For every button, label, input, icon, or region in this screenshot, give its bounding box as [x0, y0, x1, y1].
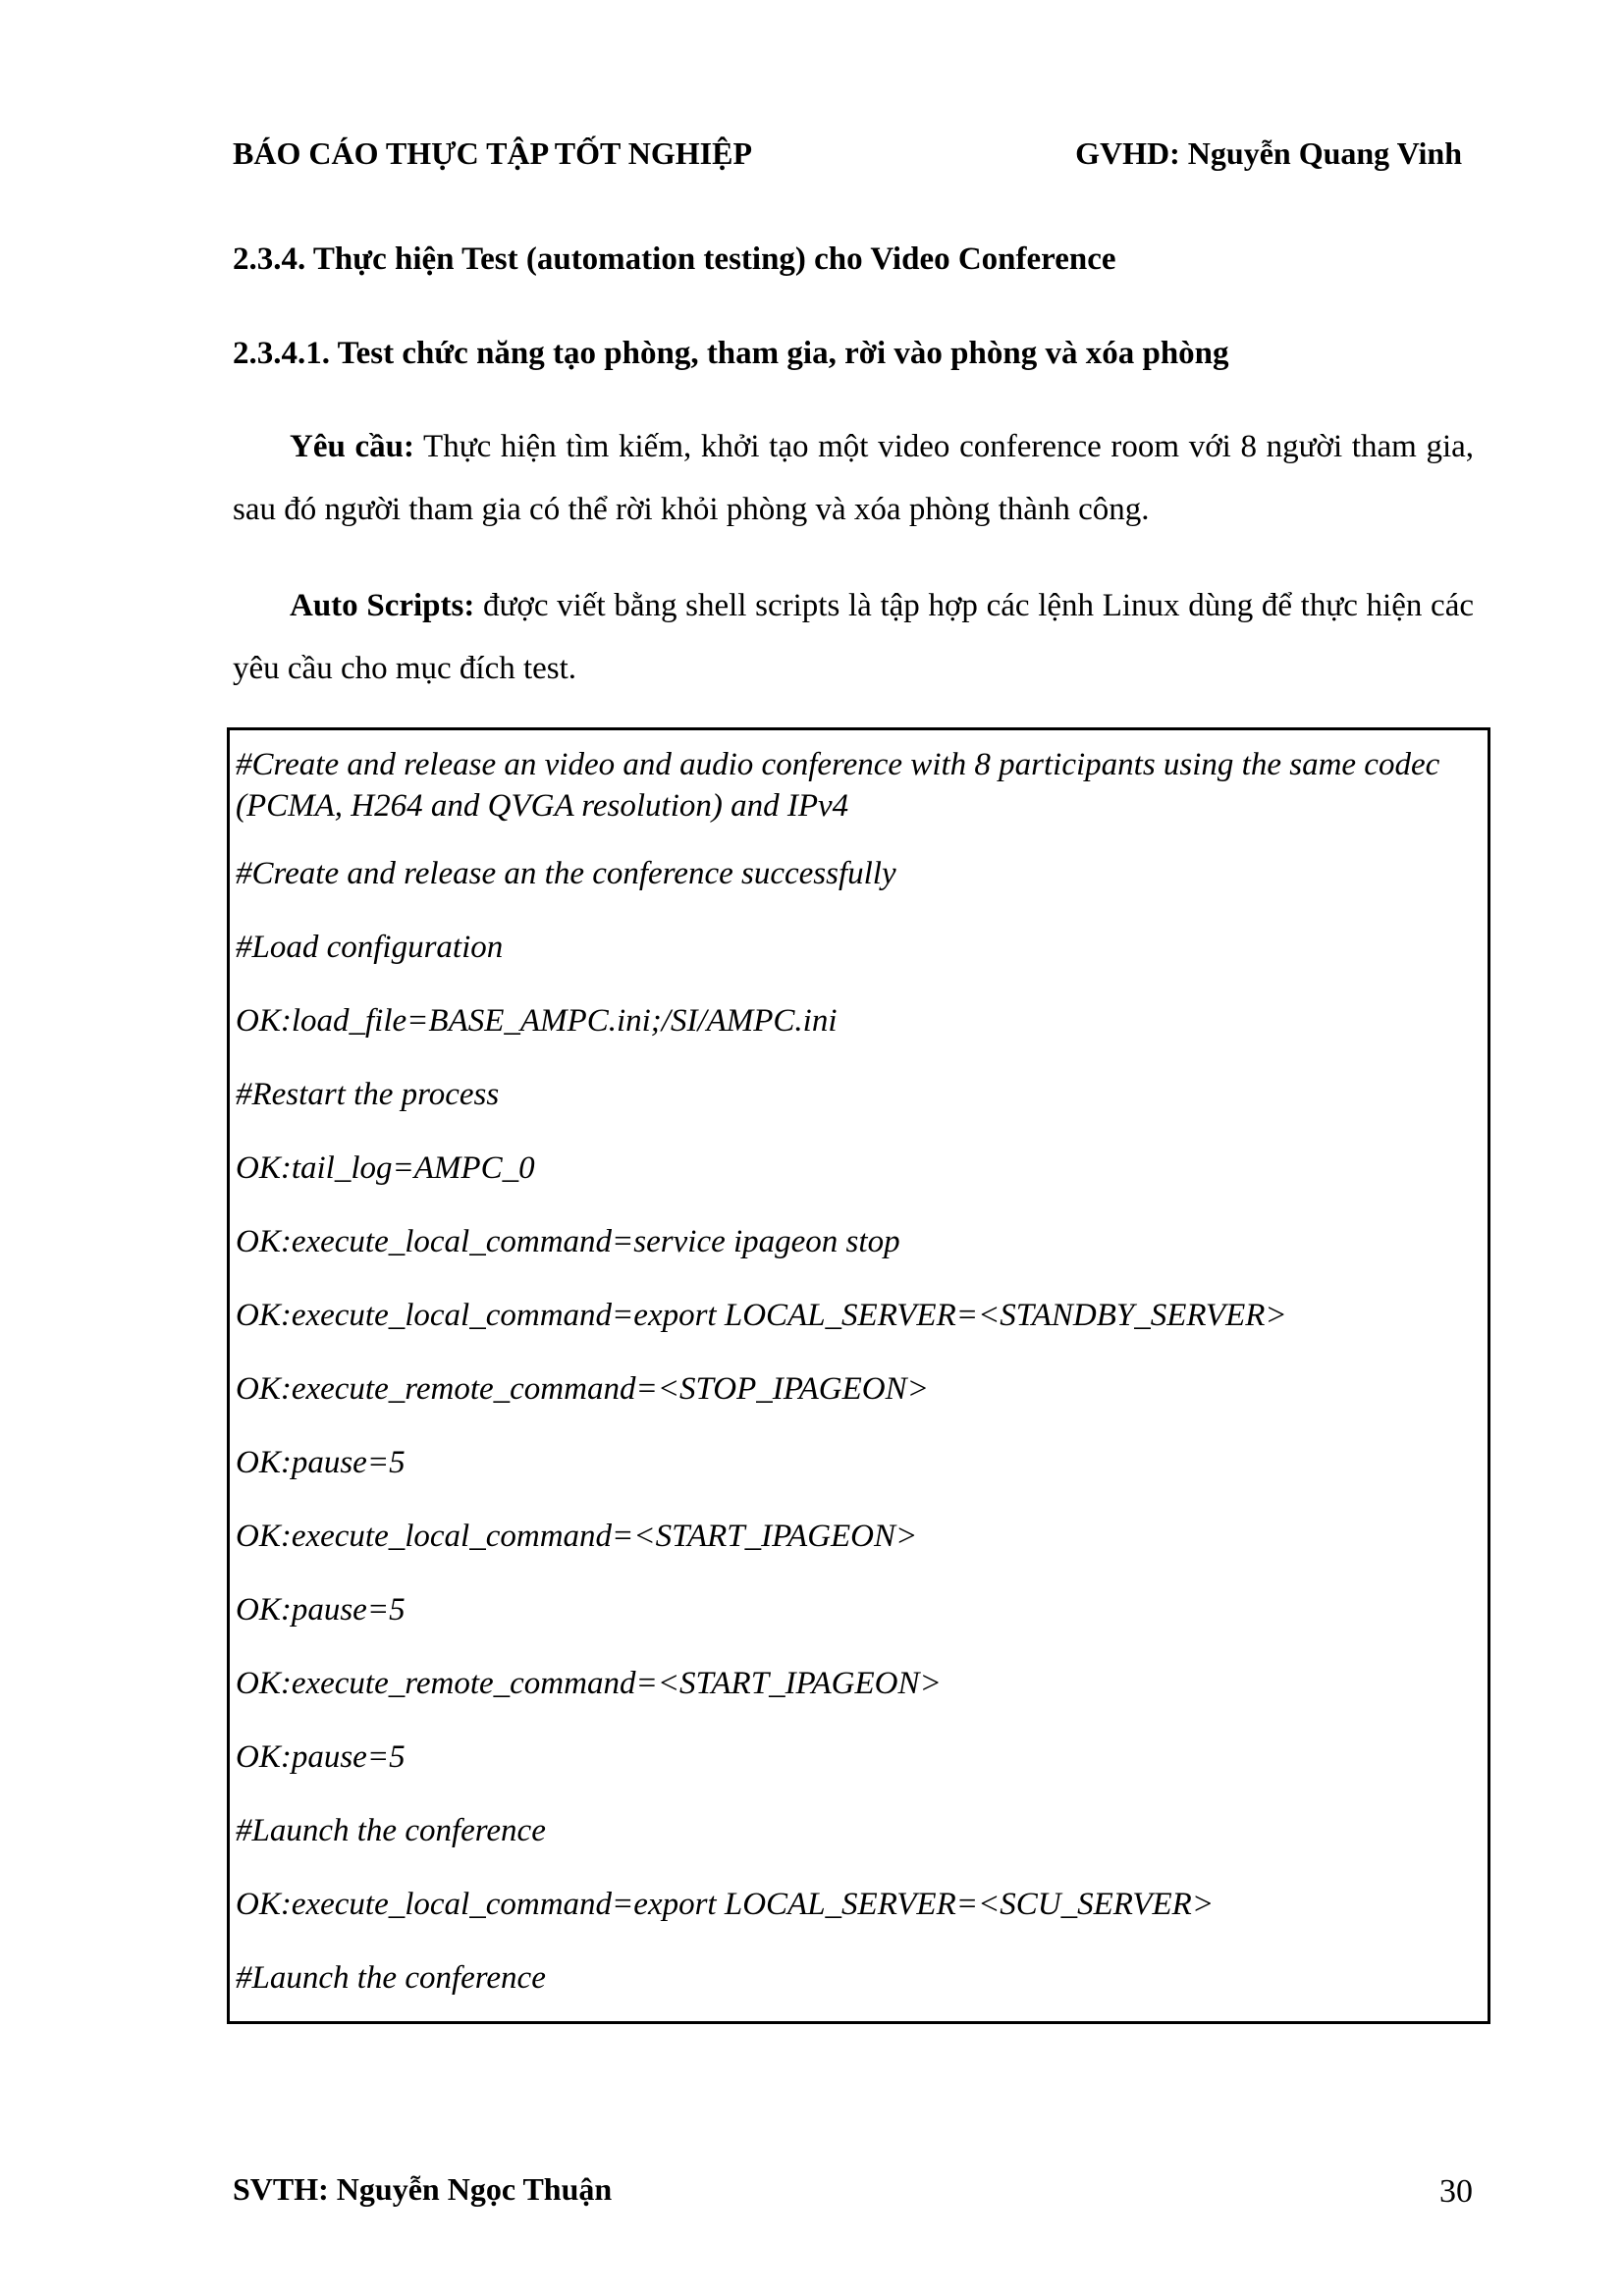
- code-line: #Restart the process: [236, 1077, 500, 1112]
- code-line: OK:execute_local_command=<START_IPAGEON>: [236, 1519, 918, 1554]
- scripts-paragraph: [233, 574, 1474, 700]
- code-line: OK:execute_remote_command=<START_IPAGEON>: [236, 1666, 942, 1701]
- requirement-paragraph: [233, 415, 1474, 541]
- code-line: OK:pause=5: [236, 1592, 406, 1628]
- code-line: OK:execute_local_command=export LOCAL_SERVER=<SCU_SERVER>: [236, 1887, 1215, 1922]
- section-heading: 2.3.4. Thực hiện Test (automation testing) cho Video Conference: [233, 241, 1116, 277]
- code-line: #Create and release an video and audio conference with 8 participants using the same codec (PCMA, H264 and QVGA resolution) and IPv4: [236, 747, 1440, 824]
- code-line: #Load configuration: [236, 930, 504, 965]
- code-line: OK:execute_local_command=export LOCAL_SERVER=<STANDBY_SERVER>: [236, 1298, 1287, 1333]
- code-line: OK:pause=5: [236, 1739, 406, 1775]
- script-code-box: [227, 727, 1490, 2024]
- subsection-heading: 2.3.4.1. Test chức năng tạo phòng, tham gia, rời vào phòng và xóa phòng: [233, 336, 1229, 371]
- requirement-label: Yêu cầu:: [290, 429, 414, 464]
- code-line: #Launch the conference: [236, 1960, 546, 1996]
- header-advisor: GVHD: Nguyễn Quang Vinh: [1075, 135, 1462, 171]
- code-line: OK:pause=5: [236, 1445, 406, 1480]
- code-line: OK:load_file=BASE_AMPC.ini;/SI/AMPC.ini: [236, 1003, 838, 1039]
- requirement-text: Thực hiện tìm kiếm, khởi tạo một video conference room với 8 người tham gia, sau đó người tham gia có thể rời khỏi phòng và xóa phòng thành công.: [233, 429, 1475, 527]
- code-line: OK:execute_local_command=service ipageon stop: [236, 1224, 900, 1259]
- scripts-label: Auto Scripts:: [290, 588, 475, 623]
- code-line: #Launch the conference: [236, 1813, 546, 1848]
- page-number: 30: [1439, 2173, 1473, 2210]
- code-line: OK:tail_log=AMPC_0: [236, 1150, 535, 1186]
- footer-student: SVTH: Nguyễn Ngọc Thuận: [233, 2171, 613, 2207]
- code-line: OK:execute_remote_command=<STOP_IPAGEON>: [236, 1371, 929, 1407]
- header-report-title: BÁO CÁO THỰC TẬP TỐT NGHIỆP: [233, 135, 752, 171]
- code-line: #Create and release an the conference successfully: [236, 856, 896, 891]
- scripts-text: được viết bằng shell scripts là tập hợp các lệnh Linux dùng để thực hiện các yêu cầu cho mục đích test.: [233, 588, 1474, 686]
